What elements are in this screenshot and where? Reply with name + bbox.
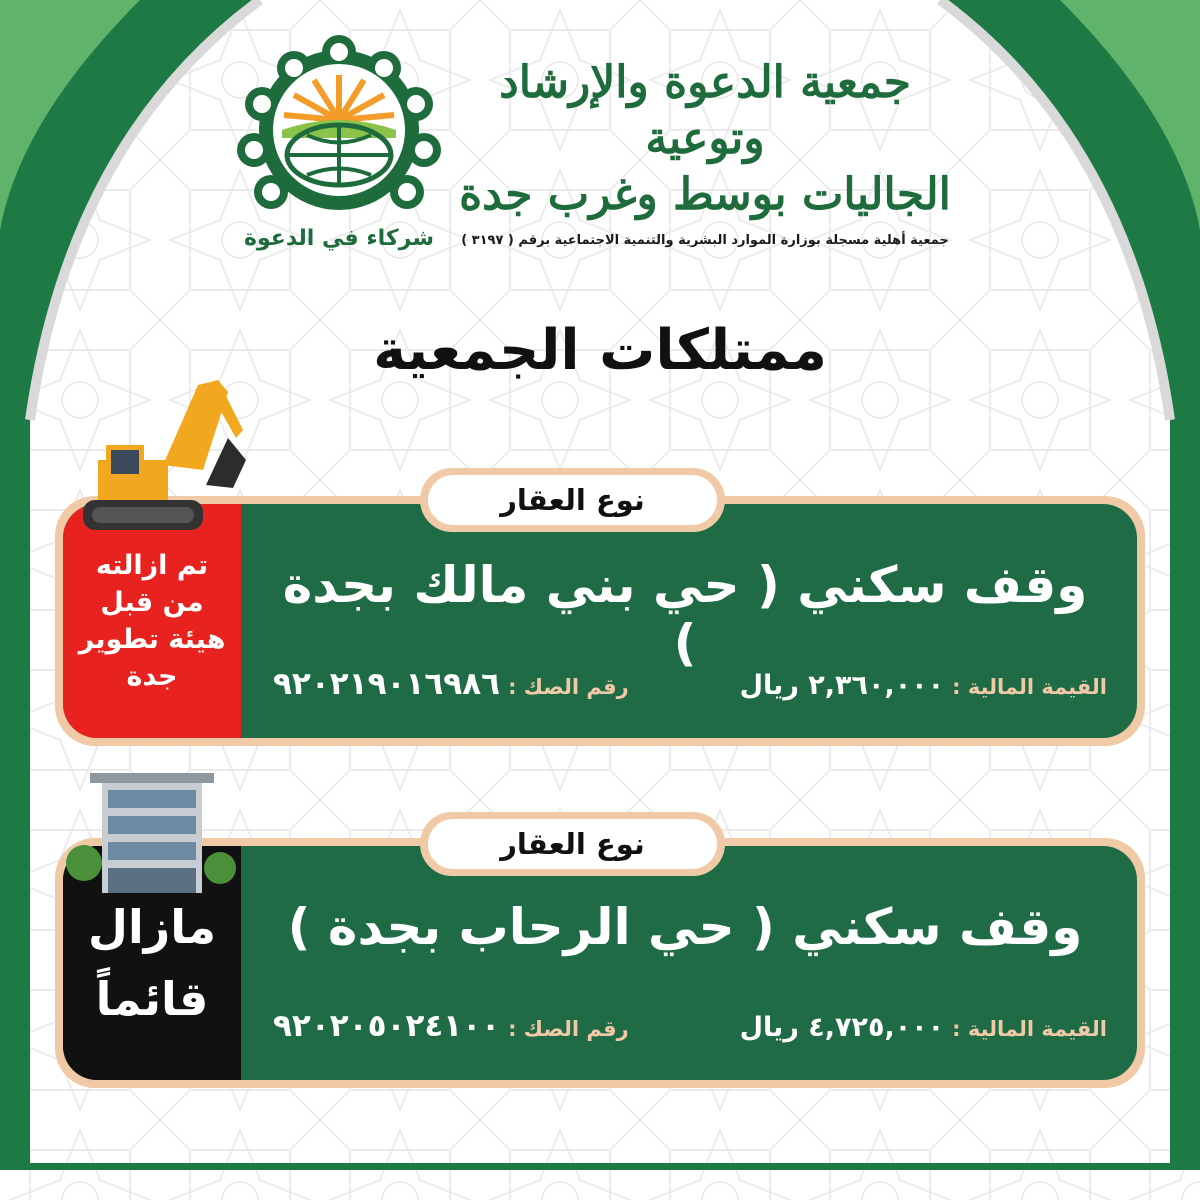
deed-number: ٩٢٠٢١٩٠١٦٩٨٦ (273, 666, 501, 702)
excavator-icon (78, 360, 248, 540)
association-name-block (455, 55, 955, 248)
property-name: وقف سكني ( حي بني مالك بجدة ) (282, 556, 1088, 672)
deed-label: رقم الصك : (508, 675, 629, 699)
deed-pair (273, 666, 629, 702)
value-amount: ٢,٣٦٠,٠٠٠ ريال (739, 670, 945, 701)
association-logo (232, 30, 447, 260)
registration-note: جمعية أهلية مسجلة بوزارة الموارد البشرية والتنمية الاجتماعية برقم ( ٣١٩٧ ) (461, 233, 949, 248)
association-name-line1: جمعية الدعوة والإرشاد وتوعية (499, 57, 911, 164)
status-text: مازال قائماً (88, 900, 216, 1026)
deed-number: ٩٢٠٢٠٥٠٢٤١٠٠ (273, 1008, 501, 1044)
property-type-label: نوع العقار (428, 475, 717, 525)
property-type-label: نوع العقار (428, 819, 717, 869)
property-type-pill-1 (420, 468, 725, 532)
value-pair (740, 670, 1107, 701)
building-icon (62, 768, 242, 898)
value-amount: ٤,٧٢٥,٠٠٠ ريال (739, 1012, 945, 1043)
value-label: القيمة المالية : (952, 1017, 1107, 1041)
page-title: ممتلكات الجمعية (373, 318, 827, 383)
property-details-row (273, 1008, 1107, 1044)
logo-slogan: شركاء في الدعوة (244, 226, 434, 251)
property-name: وقف سكني ( حي الرحاب بجدة ) (287, 898, 1083, 956)
deed-pair (273, 1008, 629, 1044)
value-pair (740, 1012, 1107, 1043)
deed-label: رقم الصك : (508, 1017, 629, 1041)
property-details-row (273, 666, 1107, 702)
value-label: القيمة المالية : (952, 675, 1107, 699)
status-text: تم ازالته من قبل هيئة تطوير جدة (78, 550, 226, 692)
association-name-line2: الجاليات بوسط وغرب جدة (459, 169, 951, 220)
property-type-pill-2 (420, 812, 725, 876)
